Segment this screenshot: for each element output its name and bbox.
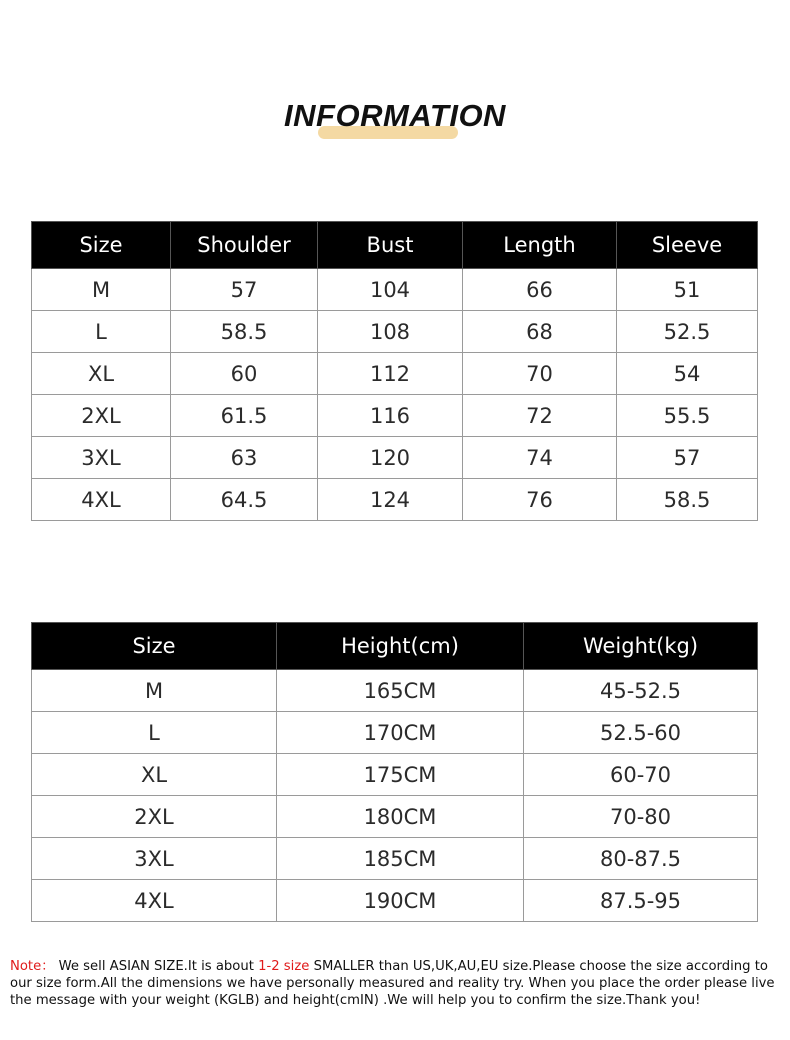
cell-bust: 112 [318,353,463,395]
cell-size: 4XL [32,479,171,521]
table-row [32,395,758,437]
cell-size: M [32,670,277,712]
table-row [32,479,758,521]
cell-bust: 104 [318,269,463,311]
header-size: Size [32,623,277,670]
table-row [32,838,758,880]
header-sleeve: Sleeve [617,222,758,269]
table-row [32,712,758,754]
cell-length: 76 [463,479,617,521]
cell-size: M [32,269,171,311]
cell-length: 72 [463,395,617,437]
title-area [0,98,790,134]
cell-weight: 52.5-60 [524,712,758,754]
cell-weight: 87.5-95 [524,880,758,922]
cell-sleeve: 58.5 [617,479,758,521]
fit-table [31,622,758,922]
cell-size: L [32,712,277,754]
cell-size: XL [32,353,171,395]
cell-bust: 116 [318,395,463,437]
cell-length: 68 [463,311,617,353]
cell-length: 74 [463,437,617,479]
cell-bust: 120 [318,437,463,479]
cell-shoulder: 60 [171,353,318,395]
cell-shoulder: 58.5 [171,311,318,353]
cell-weight: 45-52.5 [524,670,758,712]
table-row [32,880,758,922]
cell-size: 4XL [32,880,277,922]
cell-shoulder: 61.5 [171,395,318,437]
cell-size: XL [32,754,277,796]
measurement-header-row [32,222,758,269]
cell-shoulder: 57 [171,269,318,311]
table-row [32,269,758,311]
header-weight: Weight(kg) [524,623,758,670]
header-bust: Bust [318,222,463,269]
table-row [32,353,758,395]
cell-weight: 80-87.5 [524,838,758,880]
header-size: Size [32,222,171,269]
cell-height: 180CM [277,796,524,838]
cell-size: 2XL [32,796,277,838]
cell-height: 175CM [277,754,524,796]
table-row [32,670,758,712]
cell-size: 3XL [32,838,277,880]
cell-size: L [32,311,171,353]
cell-sleeve: 51 [617,269,758,311]
cell-shoulder: 63 [171,437,318,479]
table-row [32,754,758,796]
note-label: Note： [10,959,55,974]
cell-sleeve: 57 [617,437,758,479]
cell-weight: 60-70 [524,754,758,796]
cell-height: 165CM [277,670,524,712]
header-height: Height(cm) [277,623,524,670]
header-shoulder: Shoulder [171,222,318,269]
cell-length: 70 [463,353,617,395]
cell-height: 185CM [277,838,524,880]
size-note [10,958,785,1009]
cell-size: 2XL [32,395,171,437]
cell-size: 3XL [32,437,171,479]
cell-sleeve: 55.5 [617,395,758,437]
fit-header-row [32,623,758,670]
table-row [32,311,758,353]
cell-length: 66 [463,269,617,311]
cell-bust: 124 [318,479,463,521]
measurement-table [31,221,758,521]
header-length: Length [463,222,617,269]
cell-bust: 108 [318,311,463,353]
table-row [32,437,758,479]
note-highlight: 1-2 size [258,959,310,974]
note-text-part2: SMALLER than US,UK,AU,EU size.Please choose the size according to our size form.All the dimensions we have personally measured and reality try. When you place the order please live the message with your weight (KGLB) and height(cmIN) .We will help you to confirm the size.Thank you! [10,959,775,1008]
note-text-part1: We sell ASIAN SIZE.It is about [54,959,259,974]
cell-sleeve: 54 [617,353,758,395]
cell-weight: 70-80 [524,796,758,838]
cell-height: 170CM [277,712,524,754]
cell-shoulder: 64.5 [171,479,318,521]
cell-sleeve: 52.5 [617,311,758,353]
page-title: INFORMATION [284,98,506,133]
cell-height: 190CM [277,880,524,922]
table-row [32,796,758,838]
